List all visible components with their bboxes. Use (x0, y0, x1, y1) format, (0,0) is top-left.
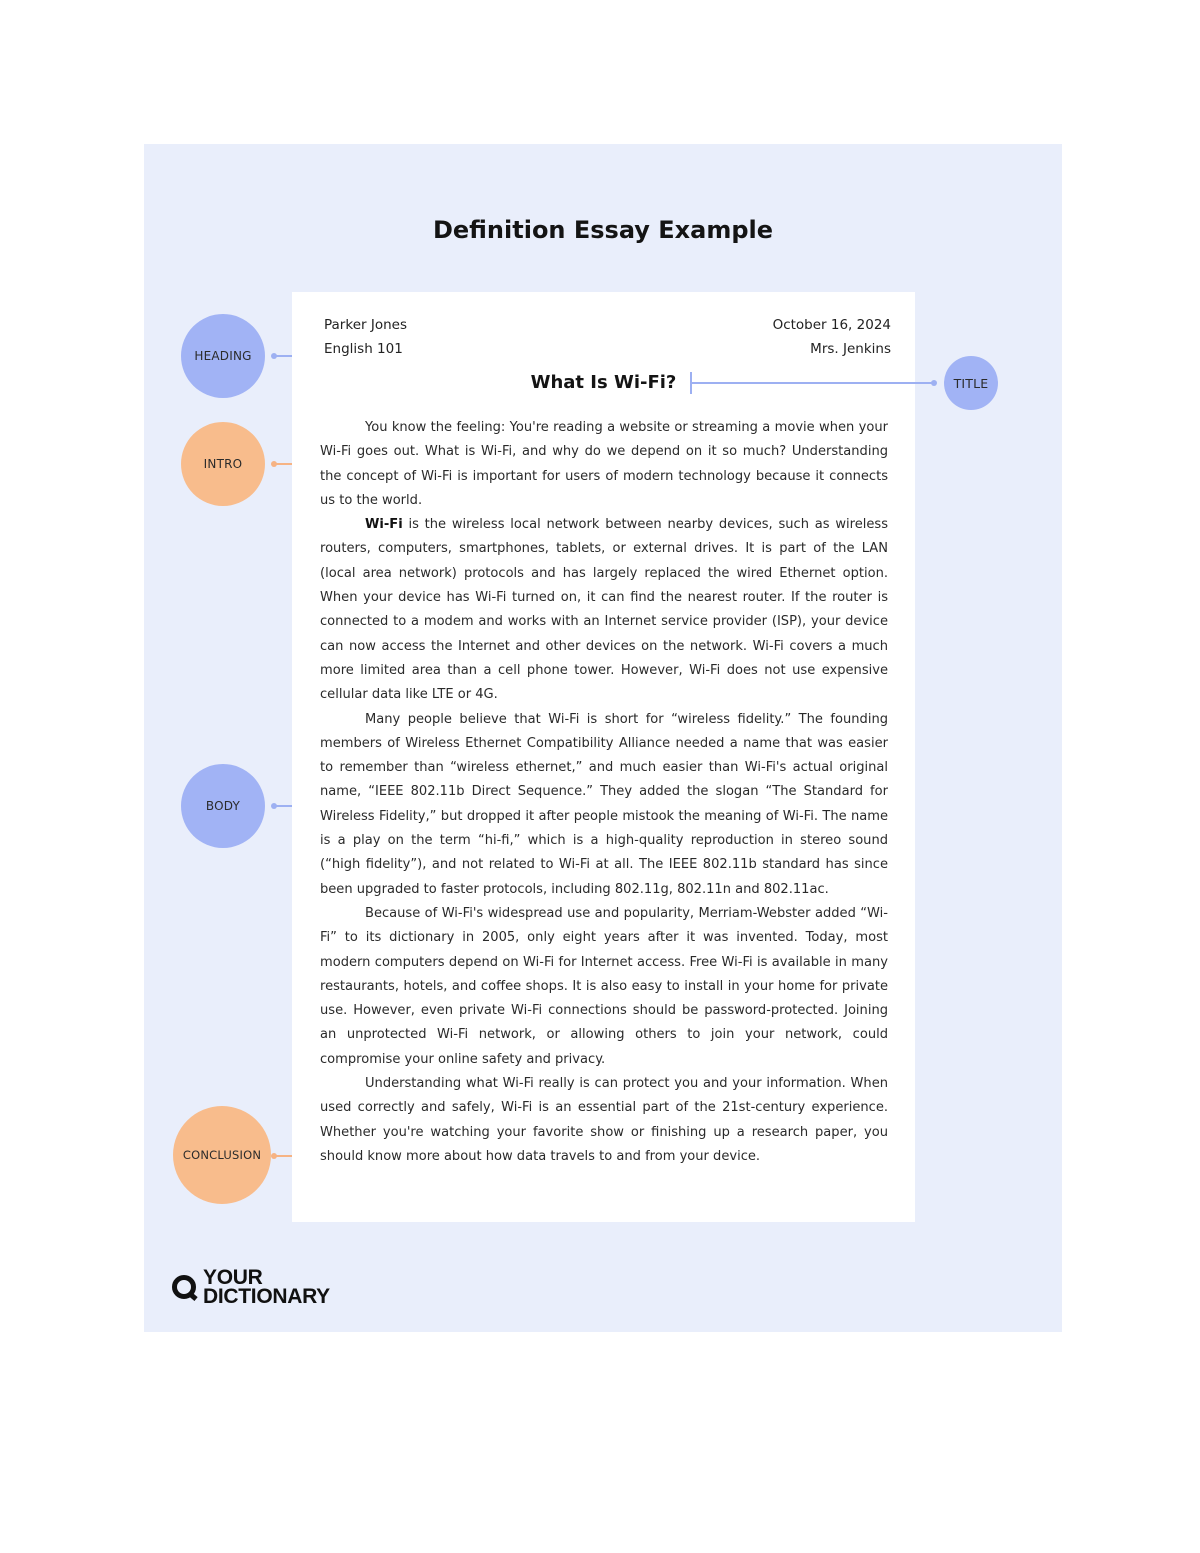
conclusion-paragraph: Understanding what Wi-Fi really is can protect you and your information. When used correctly and safely, Wi-Fi is an essential part of the 21st-century experience. Whether you're watching your favorite show or finishing up a research paper, you should know more about how data travels to and from your device. (320, 1076, 888, 1164)
author-name: Parker Jones (324, 317, 407, 333)
logo-text (203, 1268, 330, 1306)
body-paragraph-2: Many people believe that Wi-Fi is short for “wireless fidelity.” The founding members of Wireless Ethernet Compatibility Alliance needed a name that was easier to remember than “wireless ethernet,” and much easier than Wi-Fi's actual original name, “IEEE 802.11b Direct Sequence.” They added the slogan “The Standard for Wireless Fidelity,” but dropped it after people mistook the meaning of Wi-Fi. The name is a play on the term “hi-fi,” which is a high-quality reproduction in stereo sound (“high fidelity”), and not related to Wi-Fi at all. The IEEE 802.11b standard has since been upgraded to faster protocols, including 802.11g, 802.11n and 802.11ac. (320, 711, 888, 897)
intro-label: INTRO (181, 422, 265, 506)
defined-term: Wi-Fi (365, 517, 403, 533)
instructor-name: Mrs. Jenkins (810, 341, 891, 357)
essay-body (320, 416, 888, 1169)
body-connector-dot (271, 803, 277, 809)
essay-heading-right (773, 313, 891, 361)
intro-connector-dot (271, 461, 277, 467)
essay-title: What Is Wi-Fi? (530, 372, 677, 393)
example-panel (144, 144, 1062, 1332)
heading-connector-dot (271, 353, 277, 359)
body-paragraph-1-text: is the wireless local network between nearby devices, such as wireless routers, computers, smartphones, tablets, or external drives. It is part of the LAN (local area network) protocols and has largely replaced the wired Ethernet option. When your device has Wi-Fi turned on, it can find the nearest router. If the router is connected to a modem and works with an Internet service provider (ISP), your device can now access the Internet and other devices on the network. Wi-Fi covers a much more limited area than a cell phone tower. However, Wi-Fi does not use expensive cellular data like LTE or 4G. (320, 517, 888, 703)
body-label: BODY (181, 764, 265, 848)
logo-line-2: DICTIONARY (203, 1285, 330, 1308)
body-paragraph-1 (320, 513, 888, 707)
essay-paper (292, 292, 915, 1222)
course-name: English 101 (324, 341, 403, 357)
intro-paragraph: You know the feeling: You're reading a website or streaming a movie when your Wi-Fi goes out. What is Wi-Fi, and why do we depend on it so much? Understanding the concept of Wi-Fi is important for users of modern technology because it connects us to the world. (320, 420, 888, 508)
essay-date: October 16, 2024 (772, 317, 891, 333)
logo-q-icon (172, 1275, 196, 1299)
conclusion-connector-dot (271, 1153, 277, 1159)
page-title: Definition Essay Example (432, 216, 774, 244)
yourdictionary-logo (172, 1268, 330, 1306)
logo-line-1: YOUR (203, 1266, 263, 1289)
body-paragraph-3: Because of Wi-Fi's widespread use and popularity, Merriam-Webster added “Wi-Fi” to its dictionary in 2005, only eight years after it was invented. Today, most modern computers depend on Wi-Fi for Internet access. Free Wi-Fi is available in many restaurants, hotels, and coffee shops. It is also easy to install in your home for private use. However, even private Wi-Fi connections should be password-protected. Joining an unprotected Wi-Fi network, or allowing others to join your network, could compromise your online safety and privacy. (320, 905, 888, 1067)
essay-heading-left (324, 313, 407, 361)
conclusion-label: CONCLUSION (173, 1106, 271, 1204)
title-connector-dot (931, 380, 937, 386)
title-label: TITLE (944, 356, 998, 410)
heading-label: HEADING (181, 314, 265, 398)
title-connector (690, 382, 934, 384)
